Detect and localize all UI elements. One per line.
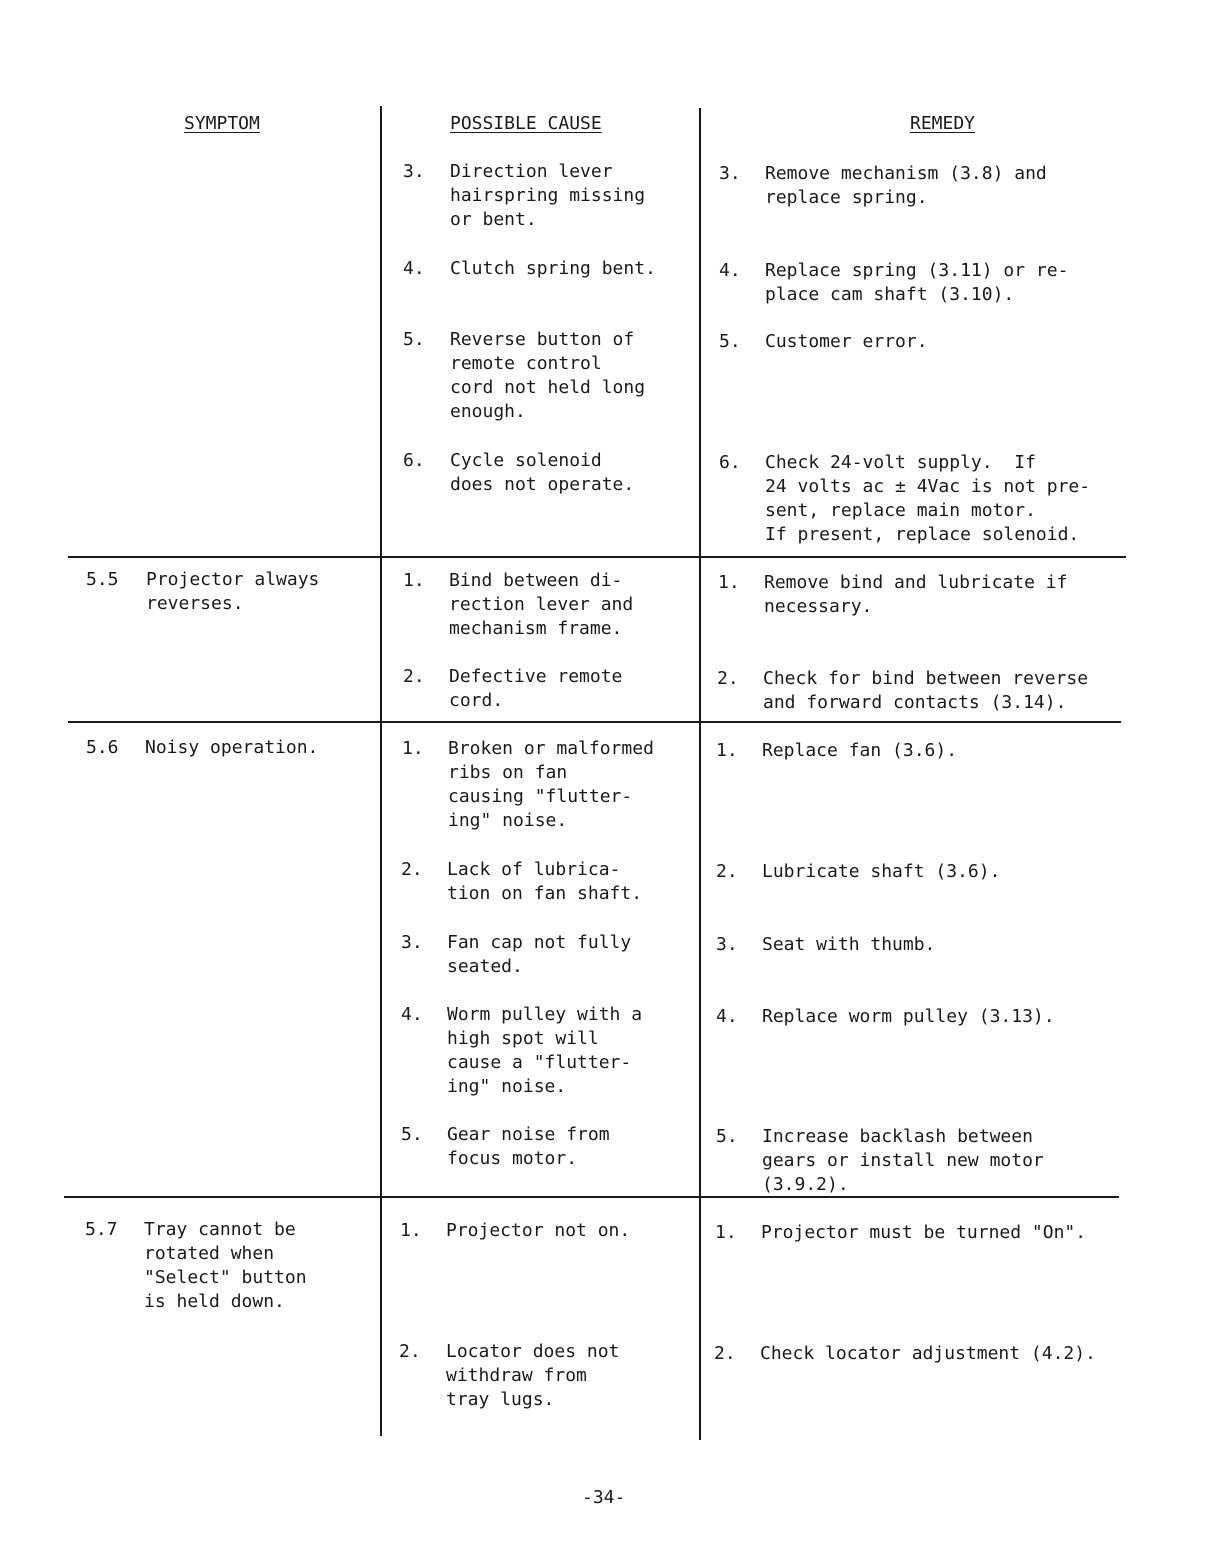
symptom-text: Noisy operation. bbox=[145, 737, 319, 758]
remedy-text: Replace fan (3.6). bbox=[762, 740, 958, 761]
remedy-number: 4. bbox=[716, 1006, 738, 1027]
page-number: -34- bbox=[582, 1487, 626, 1508]
header-symptom: SYMPTOM bbox=[184, 113, 260, 134]
remedy-number: 2. bbox=[717, 668, 739, 689]
remedy-text: Increase backlash between gears or install new motor (3.9.2). bbox=[762, 1126, 1044, 1195]
cause-text: Locator does not withdraw from tray lugs. bbox=[446, 1341, 620, 1410]
cause-number: 5. bbox=[403, 329, 425, 350]
cause-text: Reverse button of remote control cord not held long enough. bbox=[450, 329, 646, 422]
remedy-number: 1. bbox=[716, 740, 738, 761]
cause-text: Projector not on. bbox=[446, 1220, 631, 1241]
remedy-text: Replace spring (3.11) or re- place cam shaft (3.10). bbox=[765, 260, 1069, 305]
cause-number: 6. bbox=[403, 450, 425, 471]
remedy-number: 6. bbox=[719, 452, 741, 473]
symptom-number: 5.7 bbox=[85, 1219, 118, 1240]
remedy-number: 1. bbox=[715, 1222, 737, 1243]
column-divider-1 bbox=[380, 106, 382, 1436]
remedy-text: Remove bind and lubricate if necessary. bbox=[764, 572, 1068, 617]
remedy-number: 1. bbox=[718, 572, 740, 593]
cause-text: Gear noise from focus motor. bbox=[447, 1124, 610, 1169]
cause-number: 1. bbox=[402, 738, 424, 759]
remedy-number: 5. bbox=[716, 1126, 738, 1147]
symptom-number: 5.5 bbox=[86, 569, 119, 590]
cause-text: Cycle solenoid does not operate. bbox=[450, 450, 635, 495]
cause-number: 3. bbox=[401, 932, 423, 953]
cause-number: 4. bbox=[401, 1004, 423, 1025]
cause-text: Bind between di- rection lever and mechanism frame. bbox=[449, 570, 634, 639]
symptom-text: Tray cannot be rotated when "Select" button is held down. bbox=[144, 1219, 307, 1312]
cause-number: 2. bbox=[403, 666, 425, 687]
remedy-text: Replace worm pulley (3.13). bbox=[762, 1006, 1055, 1027]
remedy-text: Customer error. bbox=[765, 331, 928, 352]
cause-text: Broken or malformed ribs on fan causing "flutter- ing" noise. bbox=[448, 738, 654, 831]
remedy-number: 2. bbox=[714, 1343, 736, 1364]
cause-text: Worm pulley with a high spot will cause a "flutter- ing" noise. bbox=[447, 1004, 643, 1097]
symptom-number: 5.6 bbox=[86, 737, 119, 758]
section-divider bbox=[68, 721, 1121, 723]
cause-number: 4. bbox=[403, 258, 425, 279]
remedy-text: Remove mechanism (3.8) and replace spring. bbox=[765, 163, 1047, 208]
remedy-number: 2. bbox=[716, 861, 738, 882]
cause-number: 2. bbox=[401, 859, 423, 880]
cause-text: Fan cap not fully seated. bbox=[447, 932, 632, 977]
remedy-number: 3. bbox=[716, 934, 738, 955]
remedy-text: Seat with thumb. bbox=[762, 934, 936, 955]
cause-text: Lack of lubrica- tion on fan shaft. bbox=[447, 859, 643, 904]
remedy-text: Check for bind between reverse and forward contacts (3.14). bbox=[763, 668, 1089, 713]
remedy-text: Lubricate shaft (3.6). bbox=[762, 861, 1001, 882]
header-remedy: REMEDY bbox=[910, 113, 976, 134]
section-divider bbox=[68, 556, 1126, 558]
cause-text: Direction lever hairspring missing or bent. bbox=[450, 161, 646, 230]
remedy-number: 5. bbox=[719, 331, 741, 352]
remedy-number: 3. bbox=[719, 163, 741, 184]
remedy-text: Check 24-volt supply. If 24 volts ac ± 4Vac is not pre- sent, replace main motor. If present, replace solenoid. bbox=[765, 452, 1091, 545]
column-divider-2 bbox=[699, 108, 701, 1440]
cause-text: Clutch spring bent. bbox=[450, 258, 656, 279]
cause-number: 1. bbox=[403, 570, 425, 591]
header-possible-cause: POSSIBLE CAUSE bbox=[450, 113, 602, 134]
symptom-text: Projector always reverses. bbox=[146, 569, 320, 614]
cause-text: Defective remote cord. bbox=[449, 666, 623, 711]
cause-number: 5. bbox=[401, 1124, 423, 1145]
cause-number: 3. bbox=[403, 161, 425, 182]
cause-number: 1. bbox=[400, 1220, 422, 1241]
remedy-number: 4. bbox=[719, 260, 741, 281]
cause-number: 2. bbox=[399, 1341, 421, 1362]
remedy-text: Check locator adjustment (4.2). bbox=[760, 1343, 1096, 1364]
remedy-text: Projector must be turned "On". bbox=[761, 1222, 1087, 1243]
